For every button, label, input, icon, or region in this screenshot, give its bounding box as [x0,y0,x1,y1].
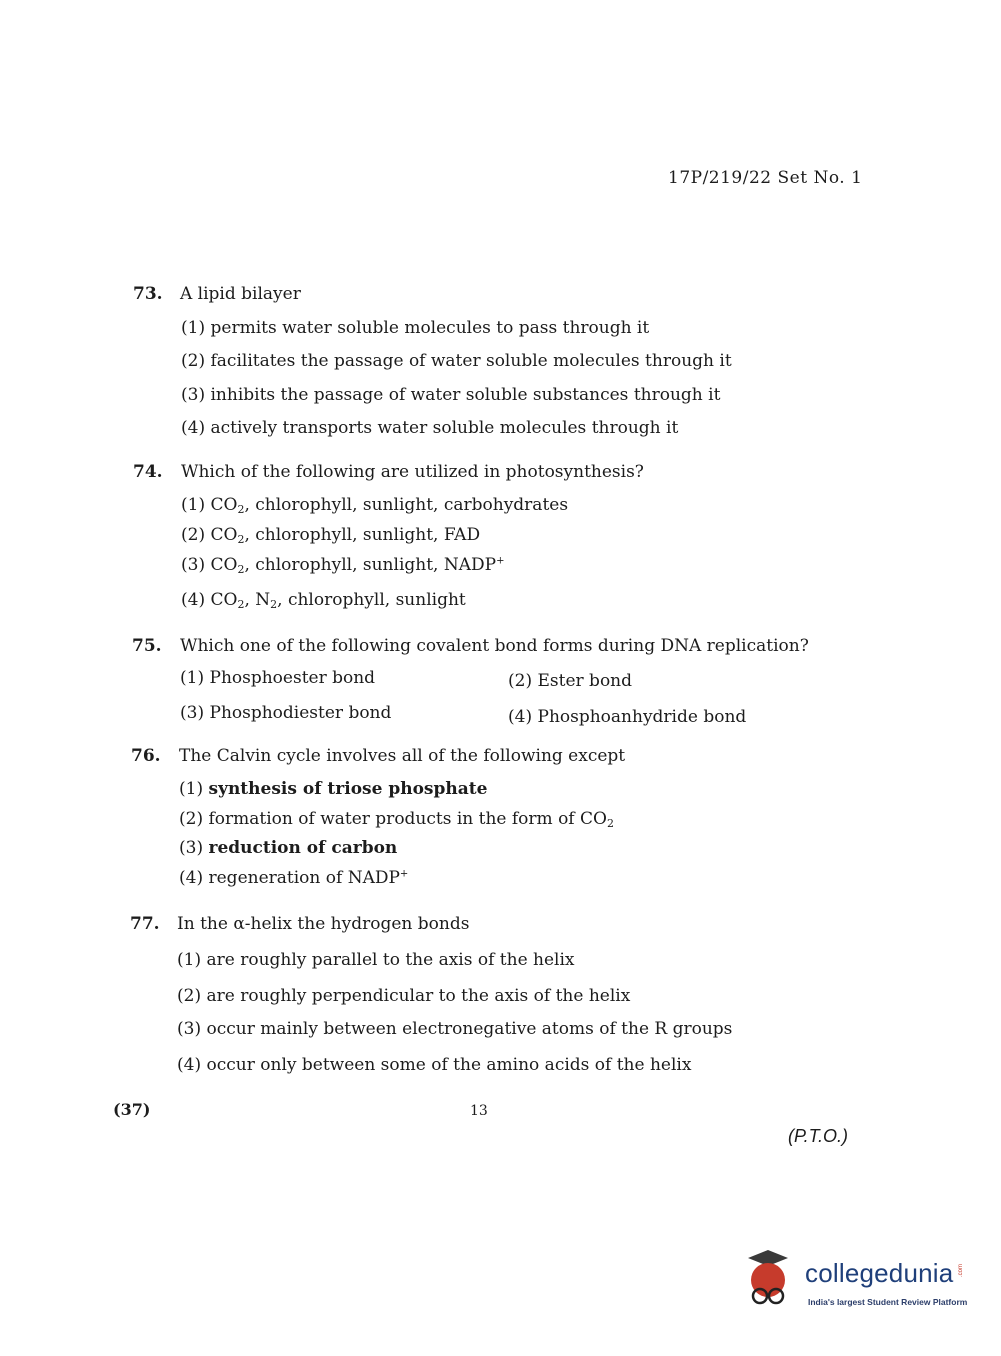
brand-dotcom: .com [958,1264,964,1278]
option-77-4: (4) occur only between some of the amino acids of the helix [177,1055,692,1075]
brand-name: collegedunia [805,1258,954,1288]
option-73-4: (4) actively transports water soluble molecules through it [181,418,679,438]
question-76 [131,746,626,766]
question-number: 75. [132,636,162,656]
question-number: 74. [133,462,163,482]
question-75 [132,636,809,656]
option-74-4: (4) $CO_2$, $N_2$, chlorophyll, sunlight [181,590,466,611]
set-code-header: 17P/219/22 Set No. 1 [668,168,863,188]
page-number: 13 [470,1103,488,1119]
option-75-3: (3) Phosphodiester bond [180,703,392,723]
option-77-1: (1) are roughly parallel to the axis of the helix [177,950,575,970]
option-75-4: (4) Phosphoanhydride bond [508,707,747,727]
question-text: Which of the following are utilized in photosynthesis? [181,462,644,482]
option-76-3: (3) reduction of carbon [179,838,398,858]
question-number: 76. [131,746,161,766]
brand-tagline: India's largest Student Review Platform [808,1297,968,1307]
option-77-3: (3) occur mainly between electronegative atoms of the R groups [177,1019,733,1039]
question-73 [133,284,301,304]
option-75-2: (2) Ester bond [508,671,633,691]
question-text: A lipid bilayer [180,284,301,304]
option-73-2: (2) facilitates the passage of water soluble molecules through it [181,351,732,371]
option-74-2: (2) $CO_2$, chlorophyll, sunlight, FAD [181,525,481,546]
option-76-2: (2) formation of water products in the form of $CO_2$ [179,809,614,830]
question-74 [133,462,644,482]
question-text: In the α-helix the hydrogen bonds [177,914,470,934]
option-77-2: (2) are roughly perpendicular to the axis of the helix [177,986,631,1006]
question-number: 77. [130,914,160,934]
option-74-1: (1) $CO_2$, chlorophyll, sunlight, carbohydrates [181,495,569,516]
pto-label: (P.T.O.) [788,1126,849,1146]
question-number: 73. [133,284,163,304]
option-73-1: (1) permits water soluble molecules to pass through it [181,318,650,338]
option-75-1: (1) Phosphoester bond [180,668,376,688]
booklet-code: (37) [113,1100,151,1119]
question-77 [130,914,470,934]
option-74-3: (3) $CO_2$, chlorophyll, sunlight, NADP+ [181,555,505,576]
option-73-3: (3) inhibits the passage of water soluble substances through it [181,385,721,405]
option-76-4: (4) regeneration of NADP+ [179,868,409,888]
option-76-1: (1) synthesis of triose phosphate [179,779,488,799]
question-text: The Calvin cycle involves all of the following except [179,746,626,766]
question-text: Which one of the following covalent bond forms during DNA replication? [180,636,809,656]
